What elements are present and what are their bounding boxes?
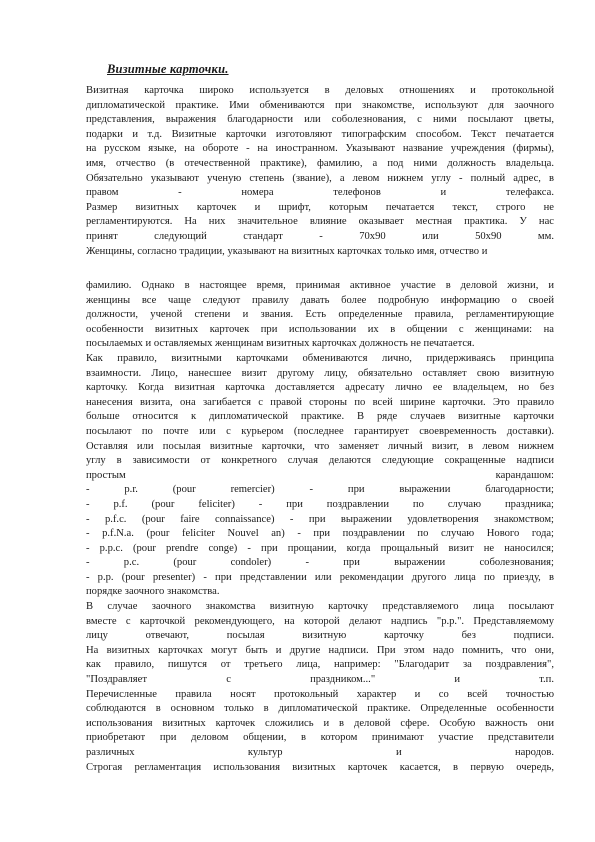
text-line: вместе с карточкой рекомендующего, на которой делают надпись "p.p.". Представляемому [86,615,554,627]
text-line: карточку. Когда визитная карточка доставляется адресату лично ее владельцем, но без [86,382,554,394]
text-line: простым карандашом: [86,469,554,481]
text-line: принят следующий стандарт - 70x90 или 50x90 мм. [86,230,554,242]
text-line: - p.p.c. (pour prendre conge) - при прощании, когда прощальный визит не наносился; [86,542,554,554]
text-line: приобретают при деловом общении, в котором принимают участие представители [86,732,554,744]
page-title: Визитные карточки. [107,62,229,76]
text-line: Размер визитных карточек и шрифт, которым печатается текст, строго не [86,201,554,213]
text-line: Строгая регламентация использования визитных карточек касается, в первую очередь, [86,761,554,773]
text-line: представления, выражения благодарности или соболезнования, с ними посылают цветы, [86,114,554,126]
text-line: дипломатической практике. Ими обмениваются при знакомстве, используют для заочного [86,99,554,111]
text-line: фамилию. Однако в настоящее время, принимая активное участие в деловой жизни, и [86,280,554,291]
text-line: имя, отчество (в отечественной практике), фамилию, а под ними должность владельца. [86,157,554,169]
text-line: Обязательно указывают ученую степень (звание), а левом нижнем углу - полный адрес, в [86,172,554,184]
text-line: посылают по почте или с курьером (последнее гарантирует своевременность доставки). [86,425,554,437]
text-line: - p.f. (pour feliciter) - при поздравлении по случаю праздника; [86,498,554,510]
text-line: взаимности. Лицо, нанесшее визит другому лицу, обязательно оставляет свою визитную [86,367,554,379]
text-line: На визитных карточках могут быть и другие надписи. При этом надо помнить, что они, [86,644,554,656]
text-line: лицу отвечают, посылая визитную карточку без подписи. [86,630,554,642]
text-line: Оставляя или посылая визитные карточки, что заменяет личный визит, в левом нижнем [86,440,554,452]
text-line: использования визитных карточек сложились и в деловой сфере. Особую важность они [86,717,554,729]
text-line: различных культур и народов. [86,747,554,758]
text-line: - p.c. (pour condoler) - при выражении соболезнования; [86,557,554,569]
text-line: Женщины, согласно традиции, указывают на визитных карточках только имя, отчество и [86,245,488,257]
text-line: Визитная карточка широко используется в деловых отношениях и протокольной [86,85,554,96]
text-line: - p.f.N.a. (pour feliciter Nouvel an) - при поздравлении по случаю Нового года; [86,528,554,540]
text-line: должности, ученой степени и звания. Есть определенные правила, регламентирующие [86,309,554,321]
text-line: порядке заочного знакомства. [86,586,220,598]
text-line: на русском языке, на обороте - на иностранном. Указывают название учреждения (фирмы), [86,143,554,155]
text-line: Перечисленные правила носят протокольный характер и со всей точностью [86,688,554,700]
text-line: женщины все чаще следуют правилу давать более подробную информацию о своей [86,294,554,306]
text-line: Как правило, визитными карточками обмениваются лично, придерживаясь принципа [86,352,554,364]
text-line: В случае заочного знакомства визитную карточку представляемого лица посылают [86,601,554,613]
text-line: нанесения визита, она загибается с правой стороны по всей ширине карточки. Это правило [86,396,554,408]
text-line: углу в зависимости от конкретного случая делаются следующие сокращенные надписи [86,455,554,467]
text-line: как правило, пишутся от третьего лица, например: "Благодарит за поздравления", [86,659,554,671]
paragraph-block-1 [86,84,554,259]
text-line: соблюдаются в основном только в дипломатической практике. Определенные особенности [86,703,554,715]
text-line: подарки и т.д. Визитные карточки изготовляют типографским способом. Текст печатается [86,128,554,140]
text-line: посылаемых и оставляемых женщинам визитных карточках должность не печатается. [86,338,475,350]
text-line: - p.f.c. (pour faire connaissance) - при выражении удовлетворения знакомством; [86,513,554,525]
text-line: регламентируются. На них значительное влияние оказывает местная практика. У нас [86,216,554,228]
text-line: особенности визитных карточек при использовании их в общении с женщинами: на [86,323,554,335]
text-line: правом - номера телефонов и телефакса. [86,187,554,199]
text-line: больше относится к дипломатической практике. В ряде случаев визитные карточки [86,411,554,423]
text-line: - p.p. (pour presenter) - при представлении или рекомендации другого лица по приезду, в [86,571,554,583]
text-line: - p.r. (pour remercier) - при выражении благодарности; [86,484,554,496]
text-line: "Поздравляет с праздником..." и т.п. [86,674,554,686]
paragraph-block-2 [86,279,554,775]
